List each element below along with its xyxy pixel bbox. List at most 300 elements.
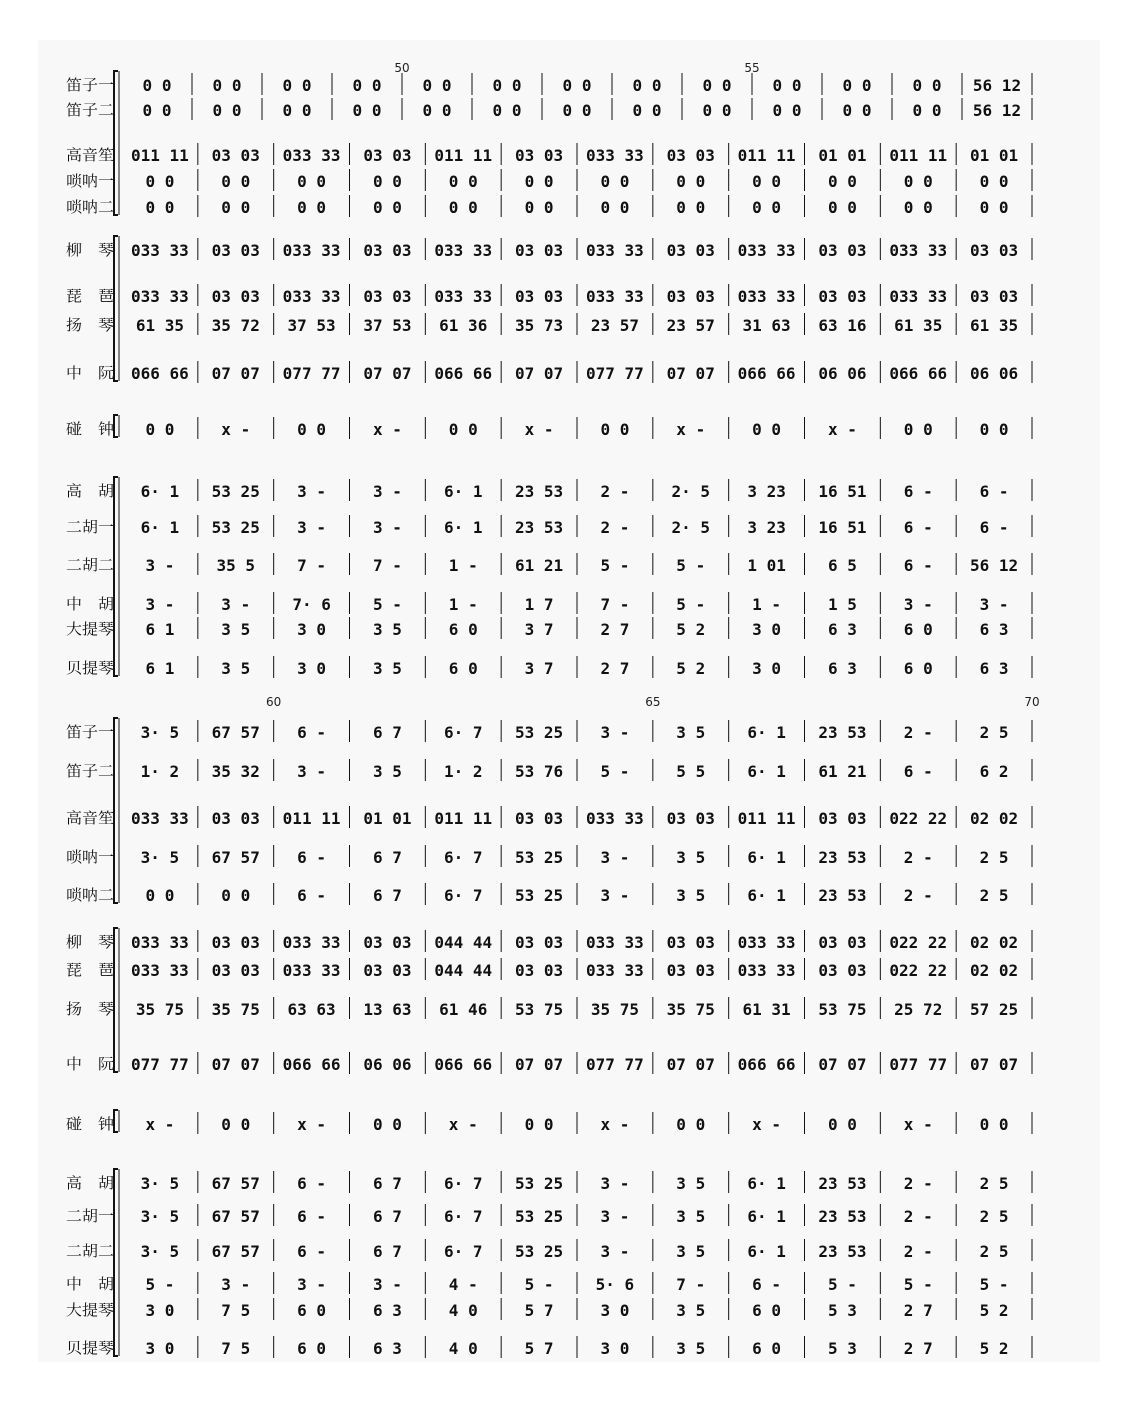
measure-notes: 53 25 — [514, 1242, 564, 1261]
instrument-label: 唢呐二 — [66, 886, 114, 904]
measure-notes: 044 44 — [434, 961, 493, 980]
measure-notes: 077 77 — [586, 1055, 644, 1074]
measure-notes: 6 3 — [827, 620, 857, 639]
measure-notes: 0 0 — [212, 101, 242, 120]
measure-notes: 0 0 — [827, 1115, 857, 1134]
measure-notes: 2 - — [903, 1174, 933, 1193]
measure-notes: 02 02 — [969, 809, 1019, 828]
measure-notes: 066 66 — [434, 1055, 493, 1074]
staff-row — [66, 1052, 1032, 1074]
measure-notes: 61 35 — [969, 316, 1019, 335]
measure-notes: 0 0 — [142, 101, 172, 120]
measure-notes: 033 33 — [434, 287, 493, 306]
measure-notes: 03 03 — [211, 241, 260, 260]
measure-notes: 3 - — [979, 595, 1009, 614]
measure-notes: 0 0 — [912, 76, 942, 95]
measure-notes: x - — [752, 1115, 782, 1134]
instrument-label: 高音笙 — [66, 809, 114, 827]
measure-notes: 35 73 — [514, 316, 564, 335]
measure-notes: 3 5 — [221, 659, 251, 678]
measure-notes: 03 03 — [818, 809, 867, 828]
measure-number: 65 — [645, 695, 661, 709]
staff-row — [66, 958, 1032, 980]
measure-notes: 23 53 — [818, 1242, 867, 1261]
measure-notes: 0 0 — [979, 420, 1009, 439]
staff-row — [66, 1239, 1032, 1261]
measure-notes: 6 1 — [145, 659, 175, 678]
measure-notes: 0 0 — [524, 172, 554, 191]
staff-group-percussion — [66, 415, 1032, 439]
instrument-label: 唢呐一 — [66, 848, 114, 866]
measure-notes: 1 - — [448, 595, 478, 614]
measure-notes: 3 - — [600, 1207, 630, 1226]
staff-bracket — [114, 1169, 118, 1356]
measure-notes: 2 5 — [979, 886, 1009, 905]
measure-notes: 25 72 — [894, 1000, 943, 1019]
measure-notes: 6 - — [297, 723, 327, 742]
measure-notes: 3 - — [903, 595, 933, 614]
measure-notes: 0 0 — [352, 76, 382, 95]
measure-notes: 3 - — [600, 1174, 630, 1193]
measure-notes: 011 11 — [737, 146, 796, 165]
measure-notes: 6· 7 — [443, 848, 483, 867]
measure-notes: 6 0 — [448, 659, 478, 678]
staff-row — [66, 313, 1032, 335]
measure-notes: 5 2 — [979, 1301, 1009, 1320]
staff-row — [66, 238, 1032, 260]
measure-notes: 01 01 — [363, 809, 412, 828]
measure-notes: 0 0 — [372, 1115, 402, 1134]
staff-group-percussion — [66, 1110, 1032, 1134]
measure-notes: 3 0 — [752, 620, 782, 639]
measure-notes: 13 63 — [363, 1000, 412, 1019]
measure-notes: 2 - — [903, 723, 933, 742]
measure-notes: 6· 1 — [140, 482, 180, 501]
measure-notes: 6 0 — [903, 620, 933, 639]
measure-notes: 3 5 — [676, 886, 706, 905]
measure-notes: 06 06 — [818, 364, 867, 383]
measure-notes: 4 0 — [448, 1339, 478, 1358]
measure-notes: 6· 7 — [443, 723, 483, 742]
measure-notes: 0 0 — [979, 172, 1009, 191]
measure-notes: 3 - — [297, 762, 327, 781]
measure-notes: 6 0 — [297, 1339, 327, 1358]
measure-notes: 5 7 — [524, 1339, 554, 1358]
measure-notes: 022 22 — [889, 933, 948, 952]
measure-notes: 033 33 — [282, 241, 341, 260]
measure-notes: x - — [448, 1115, 478, 1134]
instrument-label: 二胡二 — [66, 556, 114, 574]
measure-notes: 03 03 — [666, 961, 715, 980]
measure-notes: 02 02 — [969, 961, 1019, 980]
measure-notes: 0 0 — [842, 101, 872, 120]
measure-notes: 033 33 — [282, 961, 341, 980]
measure-notes: 3 23 — [747, 518, 786, 537]
measure-notes: 7 5 — [221, 1301, 251, 1320]
staff-row — [66, 806, 1032, 828]
measure-notes: 6 0 — [752, 1339, 782, 1358]
measure-notes: 0 0 — [676, 172, 706, 191]
staff-bracket — [114, 928, 118, 1072]
measure-notes: 3 0 — [600, 1301, 630, 1320]
measure-notes: 03 03 — [818, 241, 867, 260]
measure-notes: 3 - — [600, 1242, 630, 1261]
measure-notes: 53 75 — [514, 1000, 564, 1019]
measure-notes: 6· 1 — [747, 1242, 786, 1261]
measure-notes: 7 - — [372, 556, 402, 575]
measure-notes: x - — [827, 420, 857, 439]
measure-notes: 0 0 — [562, 76, 592, 95]
measure-notes: 6· 7 — [443, 886, 483, 905]
measure-notes: 56 12 — [969, 556, 1019, 575]
measure-notes: 066 66 — [889, 364, 948, 383]
measure-notes: 5 2 — [979, 1339, 1009, 1358]
staff-bracket — [114, 415, 118, 437]
measure-notes: 2· 5 — [671, 482, 711, 501]
measure-notes: 0 0 — [221, 886, 251, 905]
measure-notes: 6 5 — [827, 556, 857, 575]
measure-notes: 35 75 — [590, 1000, 640, 1019]
measure-notes: 0 0 — [979, 198, 1009, 217]
measure-notes: 033 33 — [737, 933, 796, 952]
instrument-label: 笛子一 — [66, 723, 114, 741]
staff-row — [66, 845, 1032, 867]
measure-notes: 0 0 — [221, 1115, 251, 1134]
measure-notes: 35 75 — [211, 1000, 260, 1019]
measure-notes: 03 03 — [514, 961, 564, 980]
measure-notes: 066 66 — [131, 364, 189, 383]
measure-notes: 0 0 — [352, 101, 382, 120]
measure-notes: 2 5 — [979, 1174, 1009, 1193]
measure-notes: 23 53 — [818, 1174, 867, 1193]
measure-notes: 3 5 — [372, 659, 402, 678]
measure-number: 60 — [266, 695, 282, 709]
measure-notes: 2 5 — [979, 723, 1009, 742]
measure-notes: 0 0 — [600, 198, 630, 217]
measure-notes: 3 5 — [676, 1339, 706, 1358]
measure-notes: x - — [372, 420, 402, 439]
measure-notes: 53 25 — [514, 848, 564, 867]
measure-notes: 7 5 — [221, 1339, 251, 1358]
staff-row — [66, 592, 1032, 614]
staff-row — [66, 759, 1032, 781]
staff-row — [66, 1204, 1032, 1226]
measure-notes: 03 03 — [514, 809, 564, 828]
measure-notes: 066 66 — [737, 364, 796, 383]
staff-bracket — [114, 477, 118, 676]
measure-notes: 6 - — [752, 1275, 782, 1294]
measure-notes: 3 - — [600, 886, 630, 905]
measure-notes: 61 21 — [514, 556, 564, 575]
measure-notes: 3 5 — [676, 1174, 706, 1193]
measure-notes: 07 07 — [666, 1055, 715, 1074]
staff-group-winds — [66, 718, 1032, 905]
staff-row — [66, 169, 1032, 191]
staff-bracket — [114, 718, 118, 903]
measure-notes: 033 33 — [889, 287, 948, 306]
measure-notes: 011 11 — [131, 146, 189, 165]
measure-notes: 2 5 — [979, 1242, 1009, 1261]
staff-row — [66, 720, 1032, 742]
staff-row — [66, 98, 1032, 120]
staff-row — [66, 143, 1032, 165]
measure-notes: 53 75 — [818, 1000, 867, 1019]
measure-notes: 03 03 — [666, 933, 715, 952]
measure-notes: 6· 1 — [443, 482, 483, 501]
measure-notes: 6 - — [297, 886, 327, 905]
instrument-label: 大提琴 — [66, 620, 114, 638]
measure-notes: 0 0 — [676, 1115, 706, 1134]
measure-notes: 35 72 — [211, 316, 260, 335]
measure-notes: 0 0 — [282, 76, 312, 95]
measure-notes: 23 53 — [514, 518, 564, 537]
measure-notes: 0 0 — [600, 172, 630, 191]
measure-notes: 56 12 — [972, 101, 1022, 120]
measure-notes: 61 35 — [135, 316, 185, 335]
measure-notes: 033 33 — [586, 146, 644, 165]
measure-notes: 03 03 — [818, 933, 867, 952]
measure-notes: 033 33 — [282, 933, 341, 952]
measure-notes: 033 33 — [282, 146, 341, 165]
measure-notes: 67 57 — [211, 848, 260, 867]
measure-notes: 033 33 — [586, 287, 644, 306]
measure-notes: 37 53 — [363, 316, 412, 335]
measure-notes: x - — [600, 1115, 630, 1134]
measure-notes: 5 3 — [827, 1339, 857, 1358]
measure-notes: 35 75 — [666, 1000, 715, 1019]
measure-notes: 3 5 — [372, 620, 402, 639]
measure-notes: 4 0 — [448, 1301, 478, 1320]
instrument-label: 唢呐二 — [66, 198, 114, 216]
measure-notes: 6 7 — [372, 1242, 402, 1261]
measure-notes: 53 25 — [514, 1207, 564, 1226]
measure-notes: 0 0 — [562, 101, 592, 120]
measure-notes: 23 57 — [590, 316, 640, 335]
measure-notes: 033 33 — [737, 241, 796, 260]
measure-notes: x - — [524, 420, 554, 439]
measure-notes: 077 77 — [889, 1055, 948, 1074]
measure-notes: 3 0 — [145, 1301, 175, 1320]
staff-row — [66, 1171, 1032, 1193]
measure-notes: 0 0 — [752, 198, 782, 217]
staff-row — [66, 553, 1032, 575]
measure-notes: 6 3 — [979, 659, 1009, 678]
staff-group-bowed — [66, 1169, 1032, 1358]
measure-number: 70 — [1024, 695, 1040, 709]
measure-notes: 56 12 — [972, 76, 1022, 95]
measure-notes: 6 0 — [297, 1301, 327, 1320]
measure-notes: 1 01 — [747, 556, 786, 575]
measure-notes: 03 03 — [211, 146, 260, 165]
measure-notes: 63 16 — [818, 316, 867, 335]
measure-notes: 0 0 — [979, 1115, 1009, 1134]
measure-notes: 61 36 — [439, 316, 488, 335]
measure-notes: 06 06 — [363, 1055, 412, 1074]
measure-number: 55 — [744, 61, 760, 75]
measure-notes: 03 03 — [514, 287, 564, 306]
measure-notes: 61 35 — [894, 316, 943, 335]
measure-notes: 6· 7 — [443, 1242, 483, 1261]
measure-notes: 5 - — [600, 762, 630, 781]
measure-notes: 3 - — [145, 595, 175, 614]
measure-notes: 1 - — [448, 556, 478, 575]
measure-notes: 0 0 — [372, 198, 402, 217]
measure-notes: 033 33 — [131, 241, 189, 260]
measure-notes: 2 - — [600, 518, 630, 537]
measure-notes: 044 44 — [434, 933, 493, 952]
measure-notes: 011 11 — [434, 146, 493, 165]
measure-notes: 3· 5 — [140, 1207, 180, 1226]
measure-notes: 07 07 — [818, 1055, 867, 1074]
measure-notes: 03 03 — [514, 146, 564, 165]
measure-notes: 6· 1 — [140, 518, 180, 537]
measure-notes: 2 - — [903, 1242, 933, 1261]
measure-notes: 033 33 — [889, 241, 948, 260]
measure-notes: 2 - — [903, 848, 933, 867]
measure-notes: 011 11 — [889, 146, 948, 165]
measure-notes: 03 03 — [363, 241, 412, 260]
measure-notes: 0 0 — [632, 76, 662, 95]
measure-notes: 23 53 — [818, 723, 867, 742]
measure-notes: 5 - — [524, 1275, 554, 1294]
measure-notes: 5 7 — [524, 1301, 554, 1320]
measure-notes: 077 77 — [131, 1055, 189, 1074]
measure-notes: 0 0 — [903, 198, 933, 217]
measure-notes: 2 - — [903, 1207, 933, 1226]
measure-notes: 7 - — [676, 1275, 706, 1294]
measure-notes: 5 - — [600, 556, 630, 575]
measure-notes: 0 0 — [422, 101, 452, 120]
measure-notes: 0 0 — [212, 76, 242, 95]
staff-row — [66, 930, 1032, 952]
measure-notes: 3 5 — [676, 1242, 706, 1261]
measure-notes: 03 03 — [666, 809, 715, 828]
measure-notes: 0 0 — [912, 101, 942, 120]
measure-notes: 5 2 — [676, 620, 706, 639]
staff-row — [66, 1112, 1032, 1134]
measure-notes: 033 33 — [131, 809, 189, 828]
measure-notes: 03 03 — [514, 241, 564, 260]
measure-notes: 0 0 — [827, 198, 857, 217]
measure-notes: 0 0 — [600, 420, 630, 439]
instrument-label: 二胡二 — [66, 1242, 114, 1260]
measure-notes: 5 - — [979, 1275, 1009, 1294]
measure-notes: 3 0 — [752, 659, 782, 678]
measure-notes: 066 66 — [434, 364, 493, 383]
measure-notes: 2 5 — [979, 1207, 1009, 1226]
instrument-label: 二胡一 — [66, 518, 114, 536]
measure-notes: 7· 6 — [292, 595, 331, 614]
measure-notes: 67 57 — [211, 1207, 260, 1226]
measure-notes: 033 33 — [282, 287, 341, 306]
measure-notes: 03 03 — [211, 809, 260, 828]
measure-notes: 2 5 — [979, 848, 1009, 867]
measure-notes: 033 33 — [737, 961, 796, 980]
measure-notes: 0 0 — [676, 198, 706, 217]
instrument-label: 高 胡 — [66, 482, 114, 500]
measure-notes: 0 0 — [297, 198, 327, 217]
measure-notes: 03 03 — [666, 287, 715, 306]
instrument-label: 高 胡 — [66, 1174, 114, 1192]
measure-notes: 6· 1 — [747, 886, 786, 905]
measure-notes: 67 57 — [211, 1242, 260, 1261]
measure-notes: 5 2 — [676, 659, 706, 678]
measure-notes: 61 46 — [439, 1000, 488, 1019]
measure-notes: 011 11 — [434, 809, 493, 828]
measure-notes: 1· 2 — [140, 762, 180, 781]
staff-row — [66, 1298, 1032, 1320]
measure-notes: 3· 5 — [140, 1174, 180, 1193]
measure-notes: 03 03 — [211, 933, 260, 952]
measure-notes: 53 25 — [514, 1174, 564, 1193]
instrument-label: 中 胡 — [66, 595, 114, 613]
measure-notes: 6· 7 — [443, 1207, 483, 1226]
measure-notes: 23 53 — [514, 482, 564, 501]
measure-notes: 1 7 — [524, 595, 554, 614]
staff-row — [66, 73, 1032, 95]
measure-notes: 03 03 — [363, 933, 412, 952]
measure-notes: 0 0 — [524, 198, 554, 217]
measure-notes: 6 - — [297, 1207, 327, 1226]
instrument-label: 中 阮 — [66, 1055, 114, 1073]
measure-notes: 3 - — [221, 1275, 251, 1294]
measure-notes: 5 - — [676, 556, 706, 575]
measure-notes: 3 - — [297, 518, 327, 537]
measure-notes: 6 0 — [903, 659, 933, 678]
measure-notes: 6 - — [903, 482, 933, 501]
instrument-label: 大提琴 — [66, 1301, 114, 1319]
staff-row — [66, 1272, 1032, 1294]
staff-bracket — [114, 1110, 118, 1132]
measure-notes: 63 63 — [287, 1000, 336, 1019]
measure-notes: 033 33 — [131, 933, 189, 952]
measure-notes: 3 - — [372, 518, 402, 537]
measure-notes: 6 7 — [372, 1207, 402, 1226]
instrument-label: 高音笙 — [66, 146, 114, 164]
measure-notes: 2 7 — [600, 659, 630, 678]
measure-notes: 5 - — [145, 1275, 175, 1294]
measure-notes: 3· 5 — [140, 1242, 180, 1261]
measure-notes: 3 23 — [747, 482, 786, 501]
measure-notes: 07 07 — [363, 364, 412, 383]
measure-notes: 2 - — [903, 886, 933, 905]
measure-notes: 022 22 — [889, 961, 948, 980]
measure-notes: 35 75 — [135, 1000, 185, 1019]
measure-notes: 6 - — [979, 482, 1009, 501]
staff-row — [66, 417, 1032, 439]
measure-notes: 0 0 — [221, 198, 251, 217]
measure-notes: 06 06 — [969, 364, 1019, 383]
measure-notes: 03 03 — [818, 961, 867, 980]
staff-row — [66, 515, 1032, 537]
measure-notes: 0 0 — [142, 76, 172, 95]
measure-notes: 0 0 — [702, 101, 732, 120]
measure-notes: 011 11 — [282, 809, 341, 828]
measure-notes: 022 22 — [889, 809, 948, 828]
measure-notes: 53 25 — [211, 482, 260, 501]
measure-notes: 0 0 — [372, 172, 402, 191]
measure-notes: 6 0 — [752, 1301, 782, 1320]
measure-notes: 0 0 — [145, 198, 175, 217]
measure-notes: 033 33 — [131, 287, 189, 306]
measure-notes: 033 33 — [131, 961, 189, 980]
measure-notes: 03 03 — [363, 146, 412, 165]
measure-notes: 0 0 — [448, 198, 478, 217]
instrument-label: 中 阮 — [66, 364, 114, 382]
staff-row — [66, 997, 1032, 1019]
measure-notes: 3 7 — [524, 620, 554, 639]
measure-notes: 6· 1 — [747, 1174, 786, 1193]
